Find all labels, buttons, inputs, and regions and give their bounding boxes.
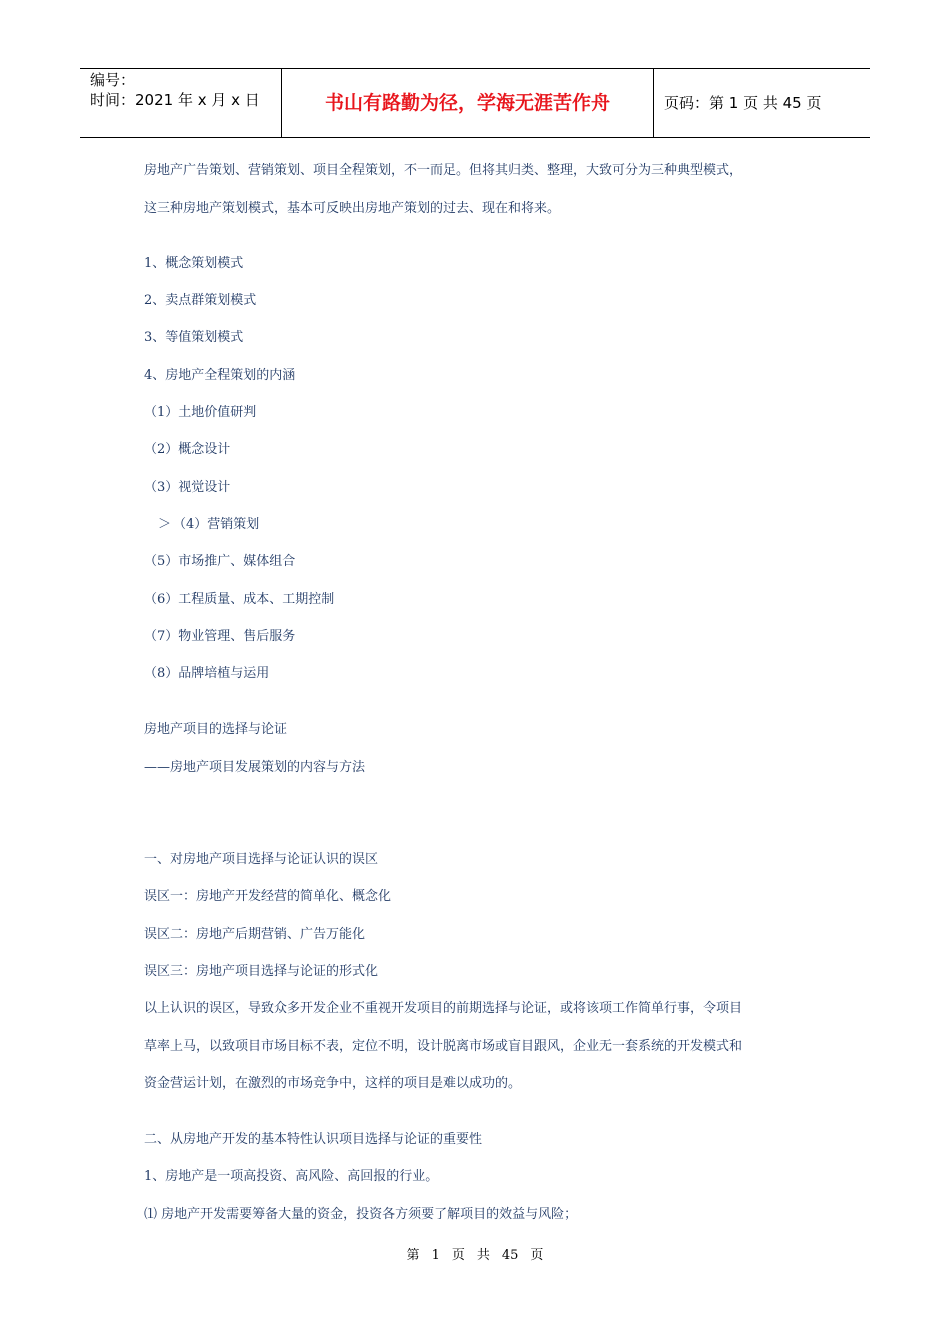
header-page-cell	[654, 69, 870, 137]
sub-item-8: （8）品牌培植与运用	[144, 666, 270, 681]
intro-line-1: 房地产广告策划、营销策划、项目全程策划，不一而足。但将其归类、整理，大致可分为三种典型模式，	[144, 163, 743, 178]
footer-total-pages: 45	[501, 1248, 519, 1263]
myth-item-1: 误区一：房地产开发经营的简单化、概念化	[144, 889, 392, 904]
header-table	[80, 68, 870, 138]
footer-ye-2: 页	[530, 1248, 544, 1263]
page-footer	[0, 1247, 950, 1265]
heading-section-2: 二、从房地产开发的基本特性认识项目选择与论证的重要性	[144, 1132, 483, 1147]
time-label: 时间：2021 年 x 月 x 日	[90, 91, 260, 109]
sub-item-2: （2）概念设计	[144, 442, 231, 457]
section-subtitle: ——房地产项目发展策划的内容与方法	[144, 760, 366, 775]
point-sub-item-1: ⑴ 房地产开发需要筹备大量的资金，投资各方须要了解项目的效益与风险；	[144, 1207, 578, 1222]
mode-item-2: 2、卖点群策划模式	[144, 293, 257, 308]
intro-line-2: 这三种房地产策划模式，基本可反映出房地产策划的过去、现在和将来。	[144, 201, 561, 216]
footer-gong: 共	[476, 1248, 490, 1263]
footer-page-number: 1	[431, 1248, 440, 1263]
sub-item-5: （5）市场推广、媒体组合	[144, 554, 296, 569]
footer-ye: 页	[451, 1248, 465, 1263]
mode-item-1: 1、概念策划模式	[144, 256, 244, 271]
number-label: 编号：	[90, 71, 136, 89]
mode-item-3: 3、等值策划模式	[144, 330, 244, 345]
myth-item-3: 误区三：房地产项目选择与论证的形式化	[144, 964, 379, 979]
header-meta-cell	[80, 69, 282, 137]
motto: 书山有路勤为径，学海无涯苦作舟	[324, 92, 610, 114]
paragraph-line-1: 以上认识的误区，导致众多开发企业不重视开发项目的前期选择与论证，或将该项工作简单行事，令项目	[144, 1001, 743, 1016]
point-item-1: 1、房地产是一项高投资、高风险、高回报的行业。	[144, 1169, 439, 1184]
caret-marker: ＞	[158, 517, 172, 532]
sub-item-4: （4）营销策划	[173, 517, 260, 532]
header-motto-cell	[282, 69, 654, 137]
section-title: 房地产项目的选择与论证	[144, 722, 288, 737]
sub-item-7: （7）物业管理、售后服务	[144, 629, 296, 644]
page-info: 页码：第 1 页 共 45 页	[664, 94, 822, 112]
paragraph-line-2: 草率上马，以致项目市场目标不表，定位不明，设计脱离市场或盲目跟风，企业无一套系统的开发模式和	[144, 1039, 743, 1054]
sub-item-1: （1）土地价值研判	[144, 405, 257, 420]
paragraph-line-3: 资金营运计划，在激烈的市场竞争中，这样的项目是难以成功的。	[144, 1076, 522, 1091]
heading-section-1: 一、对房地产项目选择与论证认识的误区	[144, 852, 379, 867]
footer-di: 第	[406, 1248, 420, 1263]
myth-item-2: 误区二：房地产后期营销、广告万能化	[144, 927, 366, 942]
mode-item-4: 4、房地产全程策划的内涵	[144, 368, 296, 383]
sub-item-6: （6）工程质量、成本、工期控制	[144, 592, 335, 607]
sub-item-3: （3）视觉设计	[144, 480, 231, 495]
